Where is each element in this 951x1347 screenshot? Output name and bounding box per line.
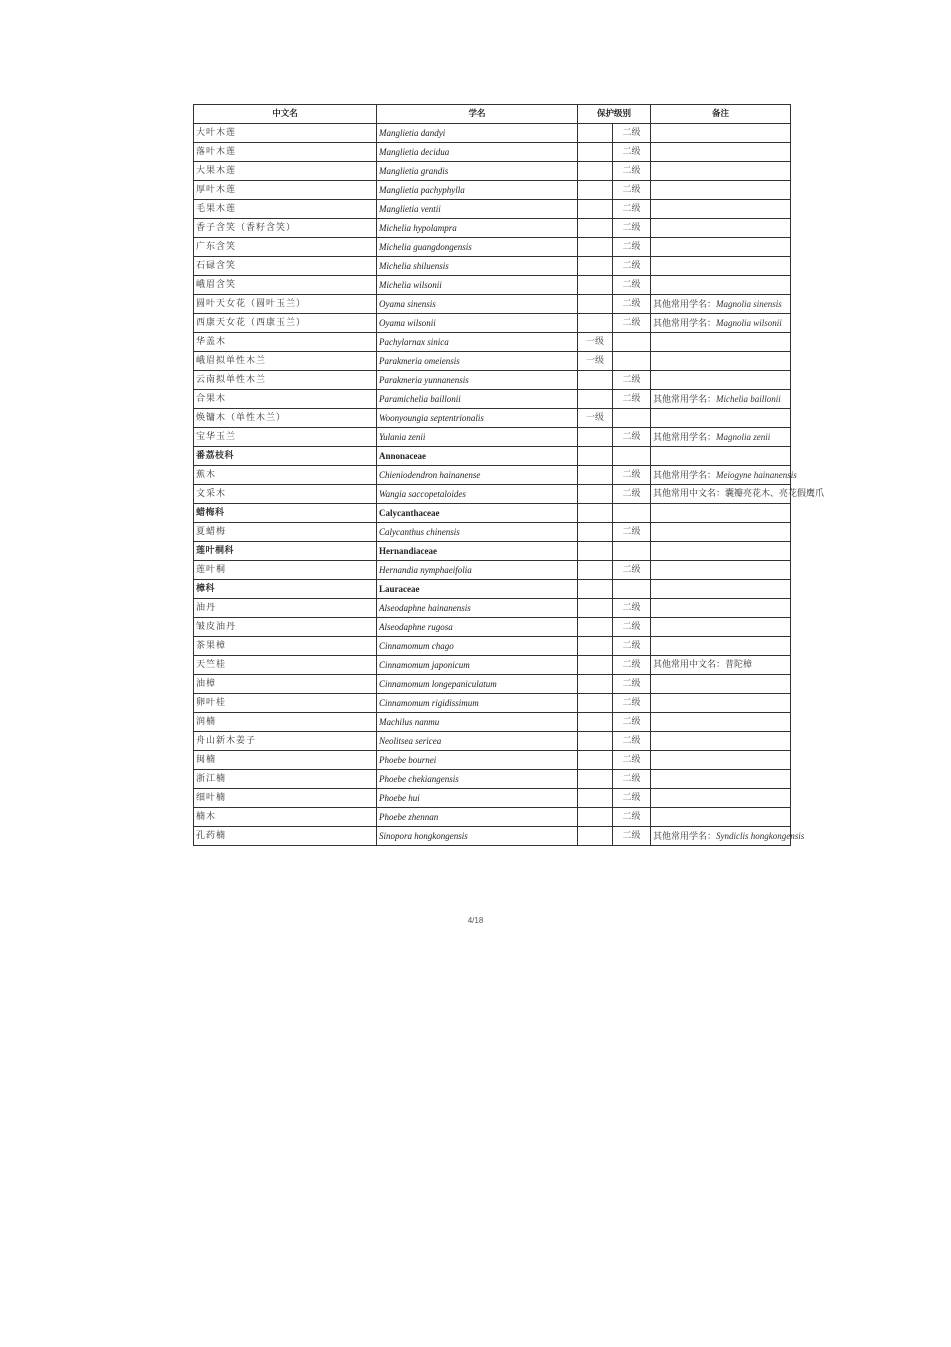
level-cell <box>578 580 613 599</box>
level-one-cell <box>578 390 613 409</box>
level-two-cell: 二级 <box>613 314 651 333</box>
level-one-cell <box>578 181 613 200</box>
chinese-name-cell: 闽楠 <box>194 751 377 770</box>
family-chinese-name: 莲叶桐科 <box>194 542 377 561</box>
remarks-cell <box>651 599 791 618</box>
remarks-cell <box>651 219 791 238</box>
remarks-prefix: 其他常用学名： <box>653 470 717 481</box>
remarks-cell <box>651 409 791 428</box>
table-row <box>194 295 791 314</box>
remarks-cell <box>651 200 791 219</box>
scientific-name-cell: Michelia guangdongensis <box>377 238 578 257</box>
level-one-cell <box>578 808 613 827</box>
scientific-name-cell: Manglietia dandyi <box>377 124 578 143</box>
scientific-name-cell: Cinnamomum longepaniculatum <box>377 675 578 694</box>
level-two-cell: 二级 <box>613 713 651 732</box>
scientific-name-cell: Phoebe chekiangensis <box>377 770 578 789</box>
level-cell <box>613 580 651 599</box>
remarks-cell <box>651 428 791 447</box>
table-row <box>194 409 791 428</box>
table-row <box>194 523 791 542</box>
level-cell <box>578 504 613 523</box>
table-row <box>194 618 791 637</box>
remarks-scientific-name: Magnolia wilsonii <box>716 317 782 328</box>
family-chinese-name: 樟科 <box>194 580 377 599</box>
level-one-cell: 一级 <box>578 352 613 371</box>
scientific-name-cell: Michelia shiluensis <box>377 257 578 276</box>
chinese-name-cell: 大叶木莲 <box>194 124 377 143</box>
table-row <box>194 827 791 846</box>
remarks-cell <box>651 808 791 827</box>
table-row <box>194 124 791 143</box>
level-two-cell: 二级 <box>613 162 651 181</box>
level-two-cell: 二级 <box>613 257 651 276</box>
level-two-cell: 二级 <box>613 124 651 143</box>
scientific-name-cell: Phoebe bournei <box>377 751 578 770</box>
remarks-cell <box>651 751 791 770</box>
family-row <box>194 580 791 599</box>
level-one-cell <box>578 789 613 808</box>
level-one-cell <box>578 485 613 504</box>
remarks-scientific-name: Magnolia sinensis <box>716 298 782 309</box>
chinese-name-cell: 天竺桂 <box>194 656 377 675</box>
scientific-name-cell: Manglietia decidua <box>377 143 578 162</box>
level-two-cell: 二级 <box>613 466 651 485</box>
level-one-cell <box>578 599 613 618</box>
family-chinese-name: 蜡梅科 <box>194 504 377 523</box>
table-body <box>194 124 825 846</box>
table-row <box>194 314 791 333</box>
level-one-cell <box>578 675 613 694</box>
scientific-name-cell: Hernandia nymphaeifolia <box>377 561 578 580</box>
remarks-cell <box>651 466 797 485</box>
remarks-scientific-name: Magnolia zenii <box>716 431 771 442</box>
chinese-name-cell: 茶果樟 <box>194 637 377 656</box>
scientific-name-cell: Cinnamomum japonicum <box>377 656 578 675</box>
remarks-scientific-name: Michelia baillonii <box>716 393 781 404</box>
header-remarks: 备注 <box>651 105 791 124</box>
scientific-name-cell: Chieniodendron hainanense <box>377 466 578 485</box>
remarks-scientific-name: Syndiclis hongkongensis <box>716 830 805 841</box>
header-protection-level: 保护级别 <box>578 105 651 124</box>
chinese-name-cell: 楠木 <box>194 808 377 827</box>
scientific-name-cell: Calycanthus chinensis <box>377 523 578 542</box>
chinese-name-cell: 毛果木莲 <box>194 200 377 219</box>
table-row <box>194 200 791 219</box>
chinese-name-cell: 厚叶木莲 <box>194 181 377 200</box>
table-row <box>194 656 791 675</box>
table-row <box>194 143 791 162</box>
table-row <box>194 276 791 295</box>
remarks-prefix: 其他常用学名： <box>653 394 717 405</box>
level-two-cell: 二级 <box>613 295 651 314</box>
table-row <box>194 352 791 371</box>
scientific-name-cell: Michelia wilsonii <box>377 276 578 295</box>
chinese-name-cell: 油丹 <box>194 599 377 618</box>
level-two-cell: 二级 <box>613 732 651 751</box>
level-cell <box>613 542 651 561</box>
level-one-cell <box>578 713 613 732</box>
level-cell <box>613 447 651 466</box>
page-number: 4/18 <box>467 916 484 925</box>
remarks-cell <box>651 352 791 371</box>
level-two-cell: 二级 <box>613 371 651 390</box>
level-two-cell: 二级 <box>613 599 651 618</box>
level-one-cell <box>578 751 613 770</box>
chinese-name-cell: 润楠 <box>194 713 377 732</box>
scientific-name-cell: Parakmeria omeiensis <box>377 352 578 371</box>
scientific-name-cell: Manglietia ventii <box>377 200 578 219</box>
level-two-cell: 二级 <box>613 523 651 542</box>
chinese-name-cell: 合果木 <box>194 390 377 409</box>
level-one-cell <box>578 124 613 143</box>
remarks-cell <box>651 637 791 656</box>
scientific-name-cell: Oyama sinensis <box>377 295 578 314</box>
scientific-name-cell: Cinnamomum rigidissimum <box>377 694 578 713</box>
scientific-name-cell: Machilus nanmu <box>377 713 578 732</box>
level-one-cell: 一级 <box>578 409 613 428</box>
chinese-name-cell: 峨眉含笑 <box>194 276 377 295</box>
remarks-cell <box>651 675 791 694</box>
family-row <box>194 542 791 561</box>
chinese-name-cell: 焕镛木（单性木兰） <box>194 409 377 428</box>
scientific-name-cell: Manglietia grandis <box>377 162 578 181</box>
chinese-name-cell: 石碌含笑 <box>194 257 377 276</box>
level-two-cell: 二级 <box>613 276 651 295</box>
chinese-name-cell: 广东含笑 <box>194 238 377 257</box>
chinese-name-cell: 油樟 <box>194 675 377 694</box>
table-row <box>194 694 791 713</box>
remarks-cell <box>651 789 791 808</box>
level-one-cell <box>578 371 613 390</box>
family-scientific-name: Lauraceae <box>377 580 578 599</box>
level-one-cell <box>578 219 613 238</box>
chinese-name-cell: 峨眉拟单性木兰 <box>194 352 377 371</box>
remarks-cell <box>651 694 791 713</box>
level-two-cell: 二级 <box>613 561 651 580</box>
scientific-name-cell: Oyama wilsonii <box>377 314 578 333</box>
table-row <box>194 466 791 485</box>
remarks-cell <box>651 314 791 333</box>
table-row <box>194 770 791 789</box>
scientific-name-cell: Alseodaphne rugosa <box>377 618 578 637</box>
chinese-name-cell: 西康天女花（西康玉兰） <box>194 314 377 333</box>
table-row <box>194 181 791 200</box>
chinese-name-cell: 云南拟单性木兰 <box>194 371 377 390</box>
remarks-cell <box>651 238 791 257</box>
level-one-cell <box>578 295 613 314</box>
remarks-cell <box>651 504 791 523</box>
remarks-cell <box>651 561 791 580</box>
table-row <box>194 485 791 504</box>
level-two-cell: 二级 <box>613 428 651 447</box>
level-two-cell: 二级 <box>613 789 651 808</box>
chinese-name-cell: 莲叶桐 <box>194 561 377 580</box>
header-scientific-name: 学名 <box>377 105 578 124</box>
remarks-cell <box>651 390 791 409</box>
table-row <box>194 789 791 808</box>
scientific-name-cell: Phoebe zhennan <box>377 808 578 827</box>
level-two-cell: 二级 <box>613 694 651 713</box>
remarks-prefix: 其他常用学名： <box>653 299 717 310</box>
table-row <box>194 257 791 276</box>
level-one-cell <box>578 618 613 637</box>
table-header-row <box>194 105 791 124</box>
chinese-name-cell: 宝华玉兰 <box>194 428 377 447</box>
chinese-name-cell: 细叶楠 <box>194 789 377 808</box>
scientific-name-cell: Michelia hypolampra <box>377 219 578 238</box>
remarks-cell <box>651 618 791 637</box>
level-one-cell <box>578 143 613 162</box>
scientific-name-cell: Sinopora hongkongensis <box>377 827 578 846</box>
scientific-name-cell: Wangia saccopetaloides <box>377 485 578 504</box>
chinese-name-cell: 华盖木 <box>194 333 377 352</box>
family-chinese-name: 番荔枝科 <box>194 447 377 466</box>
level-one-cell <box>578 314 613 333</box>
level-one-cell <box>578 694 613 713</box>
level-two-cell: 二级 <box>613 751 651 770</box>
remarks-prefix: 其他常用学名： <box>653 831 717 842</box>
level-two-cell: 二级 <box>613 827 651 846</box>
remarks-cell <box>651 542 791 561</box>
family-scientific-name: Annonaceae <box>377 447 578 466</box>
level-one-cell <box>578 162 613 181</box>
level-two-cell <box>613 352 651 371</box>
chinese-name-cell: 舟山新木姜子 <box>194 732 377 751</box>
remarks-cell <box>651 276 791 295</box>
level-two-cell: 二级 <box>613 238 651 257</box>
scientific-name-cell: Yulania zenii <box>377 428 578 447</box>
level-cell <box>613 504 651 523</box>
level-one-cell <box>578 770 613 789</box>
chinese-name-cell: 文采木 <box>194 485 377 504</box>
remarks-cell <box>651 333 791 352</box>
level-one-cell <box>578 238 613 257</box>
level-one-cell <box>578 523 613 542</box>
level-two-cell: 二级 <box>613 181 651 200</box>
level-cell <box>578 542 613 561</box>
table-row <box>194 637 791 656</box>
level-cell <box>578 447 613 466</box>
table-row <box>194 371 791 390</box>
family-scientific-name: Calycanthaceae <box>377 504 578 523</box>
chinese-name-cell: 浙江楠 <box>194 770 377 789</box>
remarks-prefix: 其他常用学名： <box>653 432 717 443</box>
remarks-cell <box>651 143 791 162</box>
remarks-cell <box>651 257 791 276</box>
level-two-cell: 二级 <box>613 675 651 694</box>
level-two-cell: 二级 <box>613 656 651 675</box>
scientific-name-cell: Neolitsea sericea <box>377 732 578 751</box>
table-row <box>194 732 791 751</box>
chinese-name-cell: 孔药楠 <box>194 827 377 846</box>
level-two-cell: 二级 <box>613 770 651 789</box>
scientific-name-cell: Phoebe hui <box>377 789 578 808</box>
chinese-name-cell: 蕉木 <box>194 466 377 485</box>
scientific-name-cell: Woonyoungia septentrionalis <box>377 409 578 428</box>
remarks-scientific-name: Meiogyne hainanensis <box>716 469 797 480</box>
table-row <box>194 333 791 352</box>
table-row <box>194 675 791 694</box>
chinese-name-cell: 圆叶天女花（圆叶玉兰） <box>194 295 377 314</box>
level-one-cell <box>578 466 613 485</box>
remarks-cell <box>651 770 791 789</box>
remarks-cell <box>651 295 791 314</box>
level-one-cell <box>578 656 613 675</box>
remarks-cell: 其他常用中文名：普陀樟 <box>651 656 791 675</box>
level-two-cell: 二级 <box>613 390 651 409</box>
family-scientific-name: Hernandiaceae <box>377 542 578 561</box>
level-one-cell <box>578 732 613 751</box>
chinese-name-cell: 大果木莲 <box>194 162 377 181</box>
level-one-cell <box>578 428 613 447</box>
scientific-name-cell: Manglietia pachyphylla <box>377 181 578 200</box>
header-chinese-name: 中文名 <box>194 105 377 124</box>
table-row <box>194 390 791 409</box>
table-row <box>194 162 791 181</box>
remarks-cell <box>651 523 791 542</box>
remarks-cell <box>651 181 791 200</box>
scientific-name-cell: Parakmeria yunnanensis <box>377 371 578 390</box>
level-two-cell: 二级 <box>613 485 651 504</box>
chinese-name-cell: 卵叶桂 <box>194 694 377 713</box>
level-one-cell <box>578 561 613 580</box>
table-row <box>194 561 791 580</box>
remarks-cell <box>651 371 791 390</box>
remarks-cell <box>651 580 791 599</box>
chinese-name-cell: 落叶木莲 <box>194 143 377 162</box>
chinese-name-cell: 香子含笑（香籽含笑） <box>194 219 377 238</box>
level-one-cell <box>578 257 613 276</box>
level-two-cell: 二级 <box>613 219 651 238</box>
scientific-name-cell: Alseodaphne hainanensis <box>377 599 578 618</box>
remarks-prefix: 其他常用学名： <box>653 318 717 329</box>
table-row <box>194 599 791 618</box>
chinese-name-cell: 皱皮油丹 <box>194 618 377 637</box>
remarks-cell <box>651 827 805 846</box>
level-two-cell: 二级 <box>613 618 651 637</box>
remarks-cell <box>651 124 791 143</box>
remarks-cell: 其他常用中文名：囊瓣亮花木、亮花假鹰爪 <box>651 485 791 504</box>
chinese-name-cell: 夏蜡梅 <box>194 523 377 542</box>
level-one-cell: 一级 <box>578 333 613 352</box>
level-two-cell: 二级 <box>613 143 651 162</box>
scientific-name-cell: Cinnamomum chago <box>377 637 578 656</box>
family-row <box>194 447 791 466</box>
level-two-cell: 二级 <box>613 637 651 656</box>
level-two-cell: 二级 <box>613 200 651 219</box>
level-one-cell <box>578 637 613 656</box>
table-row <box>194 751 791 770</box>
protected-plants-table <box>193 104 825 846</box>
remarks-cell <box>651 162 791 181</box>
table-row <box>194 238 791 257</box>
table-row <box>194 808 791 827</box>
remarks-cell <box>651 447 791 466</box>
level-one-cell <box>578 200 613 219</box>
level-one-cell <box>578 827 613 846</box>
scientific-name-cell: Pachylarnax sinica <box>377 333 578 352</box>
level-one-cell <box>578 276 613 295</box>
remarks-cell <box>651 732 791 751</box>
table-row <box>194 713 791 732</box>
remarks-cell <box>651 713 791 732</box>
level-two-cell <box>613 409 651 428</box>
family-row <box>194 504 791 523</box>
scientific-name-cell: Paramichelia baillonii <box>377 390 578 409</box>
level-two-cell: 二级 <box>613 808 651 827</box>
table-row <box>194 219 791 238</box>
table-row <box>194 428 791 447</box>
level-two-cell <box>613 333 651 352</box>
